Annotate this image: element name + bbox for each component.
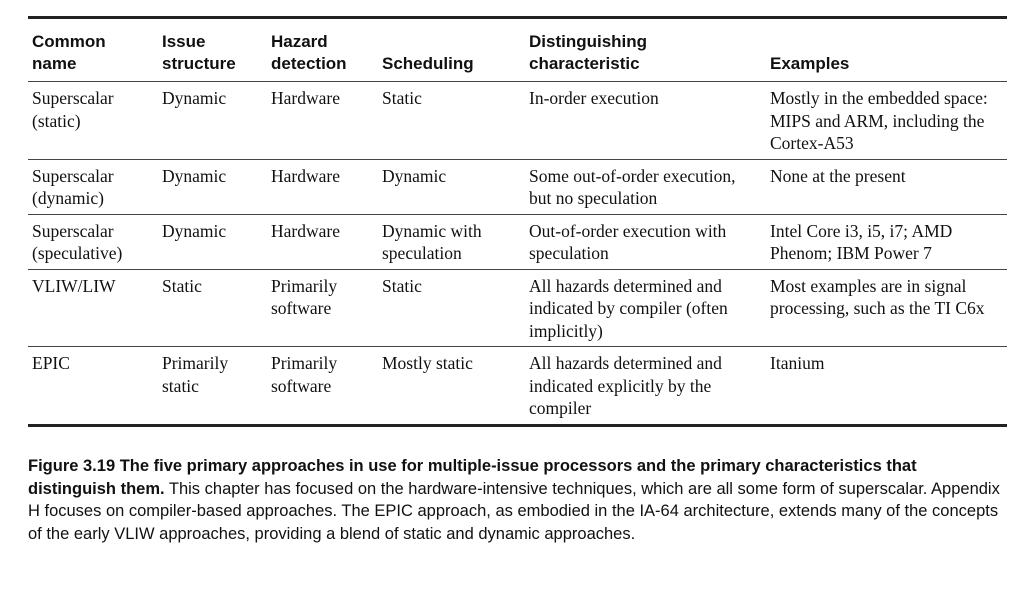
cell-hazard-detection: Hardware (267, 82, 378, 160)
caption-body: This chapter has focused on the hardware-intensive techniques, which are all some form of superscalar. Appendix H focuses on compiler-based approaches. The EPIC approach, as embodied in the IA-64 architecture, extends many of the concepts of the early VLIW approaches, providing a blend of static and dynamic approaches. (28, 479, 1000, 543)
cell-issue-structure: Dynamic (158, 159, 267, 214)
table-row (28, 347, 1007, 424)
header-distinguishing-characteristic: Distinguishing characteristic (525, 19, 766, 82)
cell-examples: Mostly in the embedded space: MIPS and ARM, including the Cortex-A53 (766, 82, 1007, 160)
figure-caption (28, 455, 1007, 545)
cell-examples: None at the present (766, 159, 1007, 214)
caption-label: Figure 3.19 (28, 457, 116, 475)
comparison-table (28, 16, 1007, 427)
cell-hazard-detection: Hardware (267, 214, 378, 269)
header-issue-structure: Issue structure (158, 19, 267, 82)
cell-characteristic: All hazards determined and indicated explicitly by the compiler (529, 353, 722, 418)
cell-characteristic: In-order execution (525, 82, 766, 160)
cell-examples: Most examples are in signal processing, such as the TI C6x (766, 269, 1007, 347)
cell-hazard-detection: Primarily software (271, 353, 338, 396)
header-row (28, 19, 1007, 82)
cell-issue-structure: Static (158, 269, 267, 347)
bottom-rule (28, 424, 1007, 427)
cell-characteristic: Some out-of-order execution, but no speculation (525, 159, 766, 214)
cell-characteristic: Out-of-order execution with speculation (525, 214, 766, 269)
header-examples: Examples (766, 19, 1007, 82)
cell-hazard-detection: Hardware (267, 159, 378, 214)
cell-hazard-detection: Primarily software (267, 269, 378, 347)
cell-issue-structure: Dynamic (158, 82, 267, 160)
cell-scheduling: Dynamic (378, 159, 525, 214)
cell-common-name: Superscalar (speculative) (28, 214, 158, 269)
cell-characteristic: All hazards determined and indicated by compiler (often implicitly) (525, 269, 766, 347)
cell-common-name: Superscalar (dynamic) (28, 159, 158, 214)
cell-scheduling: Dynamic with speculation (378, 214, 525, 269)
table-row (28, 269, 1007, 347)
cell-issue-structure: Primarily static (162, 353, 229, 396)
header-hazard-detection: Hazard detection (267, 19, 378, 82)
cell-common-name: EPIC (32, 353, 70, 373)
cell-examples: Intel Core i3, i5, i7; AMD Phenom; IBM Power 7 (766, 214, 1007, 269)
cell-scheduling: Mostly static (382, 353, 473, 373)
cell-issue-structure: Dynamic (158, 214, 267, 269)
header-scheduling: Scheduling (378, 19, 525, 82)
cell-scheduling: Static (378, 269, 525, 347)
table-row (28, 159, 1007, 214)
cell-common-name: Superscalar (static) (28, 82, 158, 160)
cell-scheduling: Static (378, 82, 525, 160)
cell-common-name: VLIW/LIW (28, 269, 158, 347)
table-row (28, 214, 1007, 269)
caption-title: The five primary approaches in use for multiple-issue processors and the primary characteristics that distinguish them. (28, 457, 917, 498)
table-row (28, 82, 1007, 160)
header-common-name: Common name (28, 19, 158, 82)
cell-examples: Itanium (770, 353, 825, 373)
